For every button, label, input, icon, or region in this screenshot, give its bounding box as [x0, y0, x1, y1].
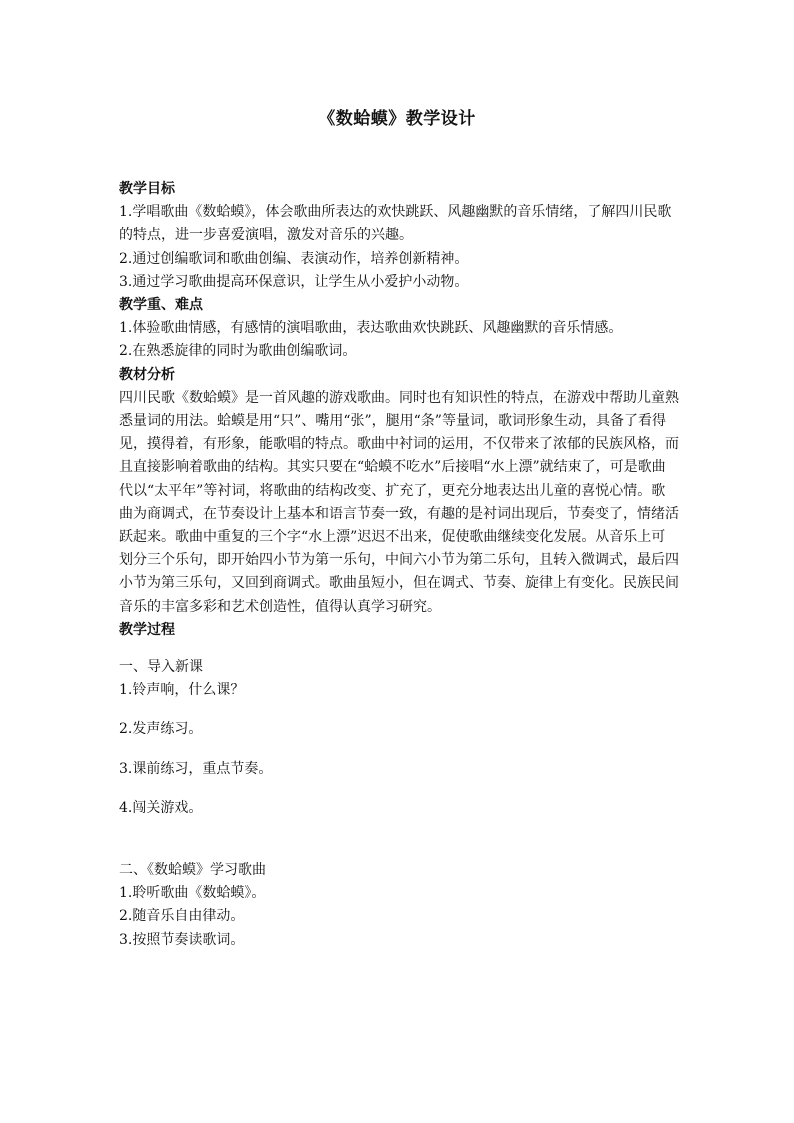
- process-step: 3.按照节奏读歌词。: [119, 931, 245, 948]
- document-title: 《数蛤蟆》教学设计: [318, 109, 476, 129]
- goal-item: 1.学唱歌曲《数蛤蟆》，体会歌曲所表达的欢快跳跃、风趣幽默的音乐情绪，了解四川民歌的特点，进一步喜爱演唱，激发对音乐的兴趣。: [119, 204, 672, 244]
- keypoint-item: 2.在熟悉旋律的同时为歌曲创编歌词。: [119, 343, 357, 360]
- spacer: [119, 742, 679, 758]
- spacer: [119, 642, 679, 656]
- process-step: 4.闯关游戏。: [119, 799, 203, 816]
- process-step: 2.发声练习。: [119, 721, 203, 738]
- process-part1-heading: 一、导入新课: [119, 659, 203, 676]
- process-step: 1.聆听歌曲《数蛤蟆》。: [119, 885, 266, 902]
- spacer: [119, 820, 679, 859]
- section-heading-process: 教学过程: [119, 621, 175, 638]
- process-step: 1.铃声响，什么课？: [119, 682, 245, 699]
- spacer: [119, 702, 679, 718]
- document-body: [119, 178, 679, 952]
- section-heading-analysis: 教材分析: [119, 366, 175, 383]
- process-step: 2.随音乐自由律动。: [119, 908, 245, 925]
- process-part2-heading: 二、《数蛤蟆》学习歌曲: [119, 862, 266, 879]
- keypoint-item: 1.体验歌曲情感，有感情的演唱歌曲，表达歌曲欢快跳跃、风趣幽默的音乐情感。: [119, 320, 623, 337]
- goal-item: 2.通过创编歌词和歌曲创编、表演动作，培养创新精神。: [119, 250, 469, 267]
- section-heading-goals: 教学目标: [119, 181, 175, 197]
- goal-item: 3.通过学习歌曲提高环保意识，让学生从小爱护小动物。: [119, 273, 469, 290]
- analysis-paragraph: 四川民歌《数蛤蟆》是一首风趣的游戏歌曲。同时也有知识性的特点，在游戏中帮助儿童熟悉量词的用法。蛤蟆是用“只”、嘴用“张”，腿用“条”等量词，歌词形象生动，具备了看得见，摸得着，有形象，能歌唱的特点。歌曲中衬词的运用，不仅带来了浓郁的民族风格，而且直接影响着歌曲的结构。其实只要在“蛤蟆不吃水”后接唱“水上漂”就结束了，可是歌曲代以“太平年”等衬词，将歌曲的结构改变、扩充了，更充分地表达出儿童的喜悦心情。歌曲为商调式，在节奏设计上基本和语言节奏一致，有趣的是衬词出现后，节奏变了，情绪活跃起来。歌曲中重复的三个字“水上漂”迟迟不出来，促使歌曲继续变化发展。从音乐上可划分三个乐句，即开始四小节为第一乐句，中间六小节为第二乐句，且转入微调式，最后四小节为第三乐句，又回到商调式。歌曲虽短小，但在调式、节奏、旋律上有变化。民族民间音乐的丰富多彩和艺术创造性，值得认真学习研究。: [119, 389, 679, 615]
- section-heading-keypoints: 教学重、难点: [119, 297, 203, 314]
- process-step: 3.课前练习，重点节奏。: [119, 760, 273, 777]
- spacer: [119, 781, 679, 797]
